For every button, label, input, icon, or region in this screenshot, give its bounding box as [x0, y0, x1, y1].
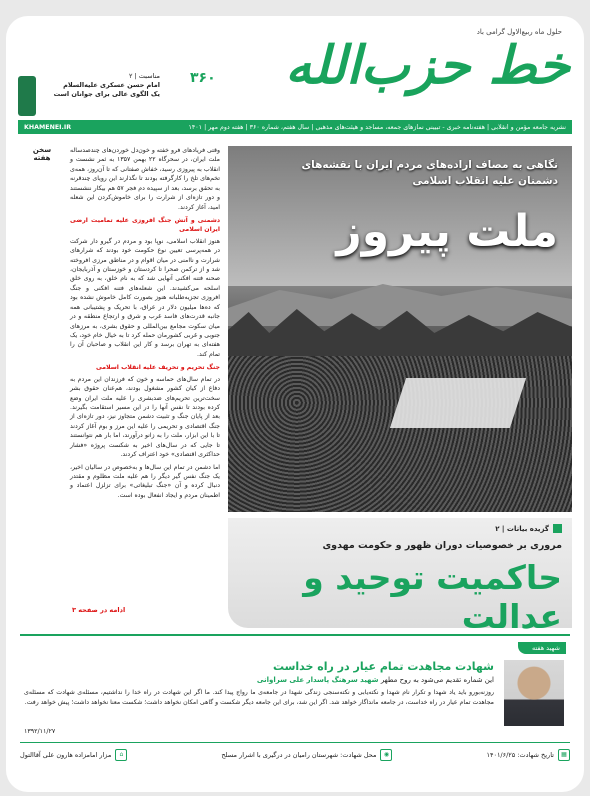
feature-title: حاکمیت توحید و عدالت	[303, 558, 562, 636]
section-tag-line2: هفته	[33, 154, 51, 163]
footer-date	[486, 749, 570, 761]
martyr-quote: روزنه‌بورو باید یاد شهدا و تکرار نام شهدا و نکته‌یابی و نکته‌سنجی زندگی شهدا در جامعه‌ی ما رواج پیدا کند. ما اگر این شهادت در راه خدا را نداشتیم، مسئله‌ی شهادت که مسئله‌ی مجاهدت تمام عیار در راه خداست، در جامعه مانداگار خواهد شد. اگر این شد، برای این جامعه دیگر شکست و گاهی امکان نخواهد داشت؛ شکست معنا نخواهد داشت؛ پیش خواهد رفت.	[24, 689, 494, 706]
hero-title: ملت پیروز	[336, 206, 558, 257]
info-bar	[18, 120, 572, 134]
footer-place-text: محل شهادت: شهرستان رامیان در درگیری با اشرار مسلح	[221, 750, 377, 759]
feature-subtitle: مروری بر خصوصیات دوران ظهور و حکومت مهدوی	[322, 540, 562, 551]
location-icon: ◉	[380, 749, 392, 761]
editorial-para-4: اما دشمن در تمام این سال‌ها و به‌خصوص در سالیان اخیر، یک جنگ نفس گیر دیگر را هم علیه ملت مظلوم و مقتدر دنبال کرده و آن «جنگ تبلیغاتی» برای تزلزل اعتماد و اطمینان مردم و ایجاد انفعال بوده است.	[70, 463, 220, 499]
site-link[interactable]: KHAMENEI.IR	[24, 123, 72, 131]
footer-grave	[20, 749, 127, 761]
info-bar-text: نشریه جامعه مؤمن و انقلابی | هفته‌نامه خبری - تبیینی نمازهای جمعه، مساجد و هیئت‌های مذهبی | سال هفتم، شماره ۳۶۰ | هفته دوم مهر | ۱۴۰۱	[188, 123, 566, 131]
feature-tag-text: گزیده بیانات | ۲	[495, 524, 549, 533]
hero-kicker: نگاهی به مصاف اراده‌های مردم ایران با نقشه‌های دشمنان علیه انقلاب اسلامی	[301, 159, 558, 187]
promo-section: مناسبت | ۲	[128, 72, 160, 80]
promo-badge	[18, 76, 36, 116]
hero-flag	[390, 378, 526, 428]
martyr-badge-text: شهید هفته	[531, 644, 560, 652]
feature-tag-icon	[553, 524, 562, 533]
martyr-title: شهادت مجاهدت تمام عیار در راه خداست	[272, 660, 494, 673]
editorial-heading-1: دشمنی و آتش جنگ افروزی علیه تمامیت ارضی ایران اسلامی	[70, 216, 220, 234]
feature-box	[228, 518, 572, 636]
martyr-footer	[20, 742, 570, 766]
section-tag	[22, 146, 62, 163]
top-note: حلول ماه ربیع‌الاول گرامی باد	[476, 28, 562, 36]
martyr-name: شهید سرهنگ پاسدار علی سراوانی	[256, 676, 379, 684]
newspaper-page	[6, 16, 584, 792]
editorial-para-1: وقتی فریادهای فرو خفته و خون‌دل خوردن‌های چندصدساله ملت ایران، در سحرگاه ۲۲ بهمن ۱۳۵۷ به ثمر نشست و انقلاب به پیروزی رسید، خفاش صفتانی که تا آن‌روز، همه‌ی تخم‌های تلخ را کارگرفته بودند تا نگذارند این رویای چندقرنه به تحقق برسد، بعد از سپیده دم فجر ۵۷ هم بیکار ننشستند و دور تازه‌ای از شرارت را برای خاموش‌کردن این شعله امید، آغاز کردند.	[70, 147, 220, 211]
editorial-para-2: هنوز انقلاب اسلامی، نوپا بود و مردم در گیرو دار شرکت در همه‌پرسی تعیین نوع حکومت خود بودند که شرارهای شرارت و ناامنی در میان اقوام و در مناطق مرزی افروخته شد و از ترکمن صحرا تا کردستان و خوزستان و آذربایجان، صحنه فتنه افکنی آنهایی شد که به نام خلق، به روی خلق اسلحه می‌کشیدند. این شعله‌های فتنه افکنی و جنگ افروزی تجزیه‌طلبانه هنوز بصورت کامل خاموش نشده بود که ده‌ها میلیون دلار در عراق، با تحریک و پشتیبانی همه جانبه قدرت‌های فاسد غرب و شرق و ارتجاع منطقه و در میان سکوت مجامع بین‌المللی و حقوق بشری، به مرزهای جنوبی و غربی کشورمان حمله کرد تا به خیال خام خود، یک هفته‌ای به تهران برسد و کار این انقلاب و صاحبان آن را تمام کند.	[70, 237, 220, 358]
martyr-dedication-text: این شماره تقدیم می‌شود به روح مطهر	[380, 676, 494, 684]
martyr-portrait	[504, 660, 564, 726]
feature-tag	[495, 524, 562, 533]
calendar-icon: ▦	[558, 749, 570, 761]
footer-grave-text: مزار امامزاده هارون علی آقا‌التول	[20, 750, 112, 759]
masthead	[190, 36, 570, 104]
continued-link[interactable]: ادامه در صفحه ۳	[72, 606, 126, 614]
promo-box	[40, 72, 160, 99]
footer-place	[221, 749, 392, 761]
martyr-badge	[518, 642, 566, 654]
issue-number: ۳۶۰	[190, 70, 216, 86]
editorial-column	[70, 146, 220, 503]
hero-photo	[228, 146, 572, 512]
masthead-title: خط حزب‌الله	[285, 36, 570, 96]
martyr-section	[20, 634, 570, 740]
promo-subheadline: یک الگوی عالی برای جوانان است	[53, 90, 160, 99]
promo-headline: امام حسن عسکری علیه‌السلام	[63, 81, 160, 90]
footer-date-text: تاریخ شهادت: ۱۴۰۱/۶/۲۵	[486, 750, 554, 759]
martyr-dedication	[257, 676, 494, 684]
section-tag-line1: سخن	[32, 146, 52, 154]
editorial-para-3: در تمام سال‌های حماسه و خون که فرزندان این مردم به دفاع از کیان کشور مشغول بودند، هم‌عنان حقوق بشر سخت‌ترین تحریم‌های ضدبشری را علیه ملت ایران وضع کرده بودند تا نفس آنها را در این مسیر استقامت بگیرند. بعد از پایان جنگ و تثبیت دشمن متجاوز نیز، دور تازه‌ای از جنگ اقتصادی و تحریمی را علیه این مرز و بوم آغاز کردند تا با این ابزار، ملت را به زانو درآورند، اما بار هم نتوانستند تا جایی که در سال‌های اخیر به شکست پروژه «فشار حداکثری اقتصادی» خود اعتراف کردند.	[70, 375, 220, 459]
quote-date: ۱۳۹۲/۱۱/۲۷	[24, 728, 56, 735]
grave-icon: ⌂	[115, 749, 127, 761]
editorial-heading-2: جنگ تحریم و تحریف علیه انقلاب اسلامی	[95, 364, 220, 372]
